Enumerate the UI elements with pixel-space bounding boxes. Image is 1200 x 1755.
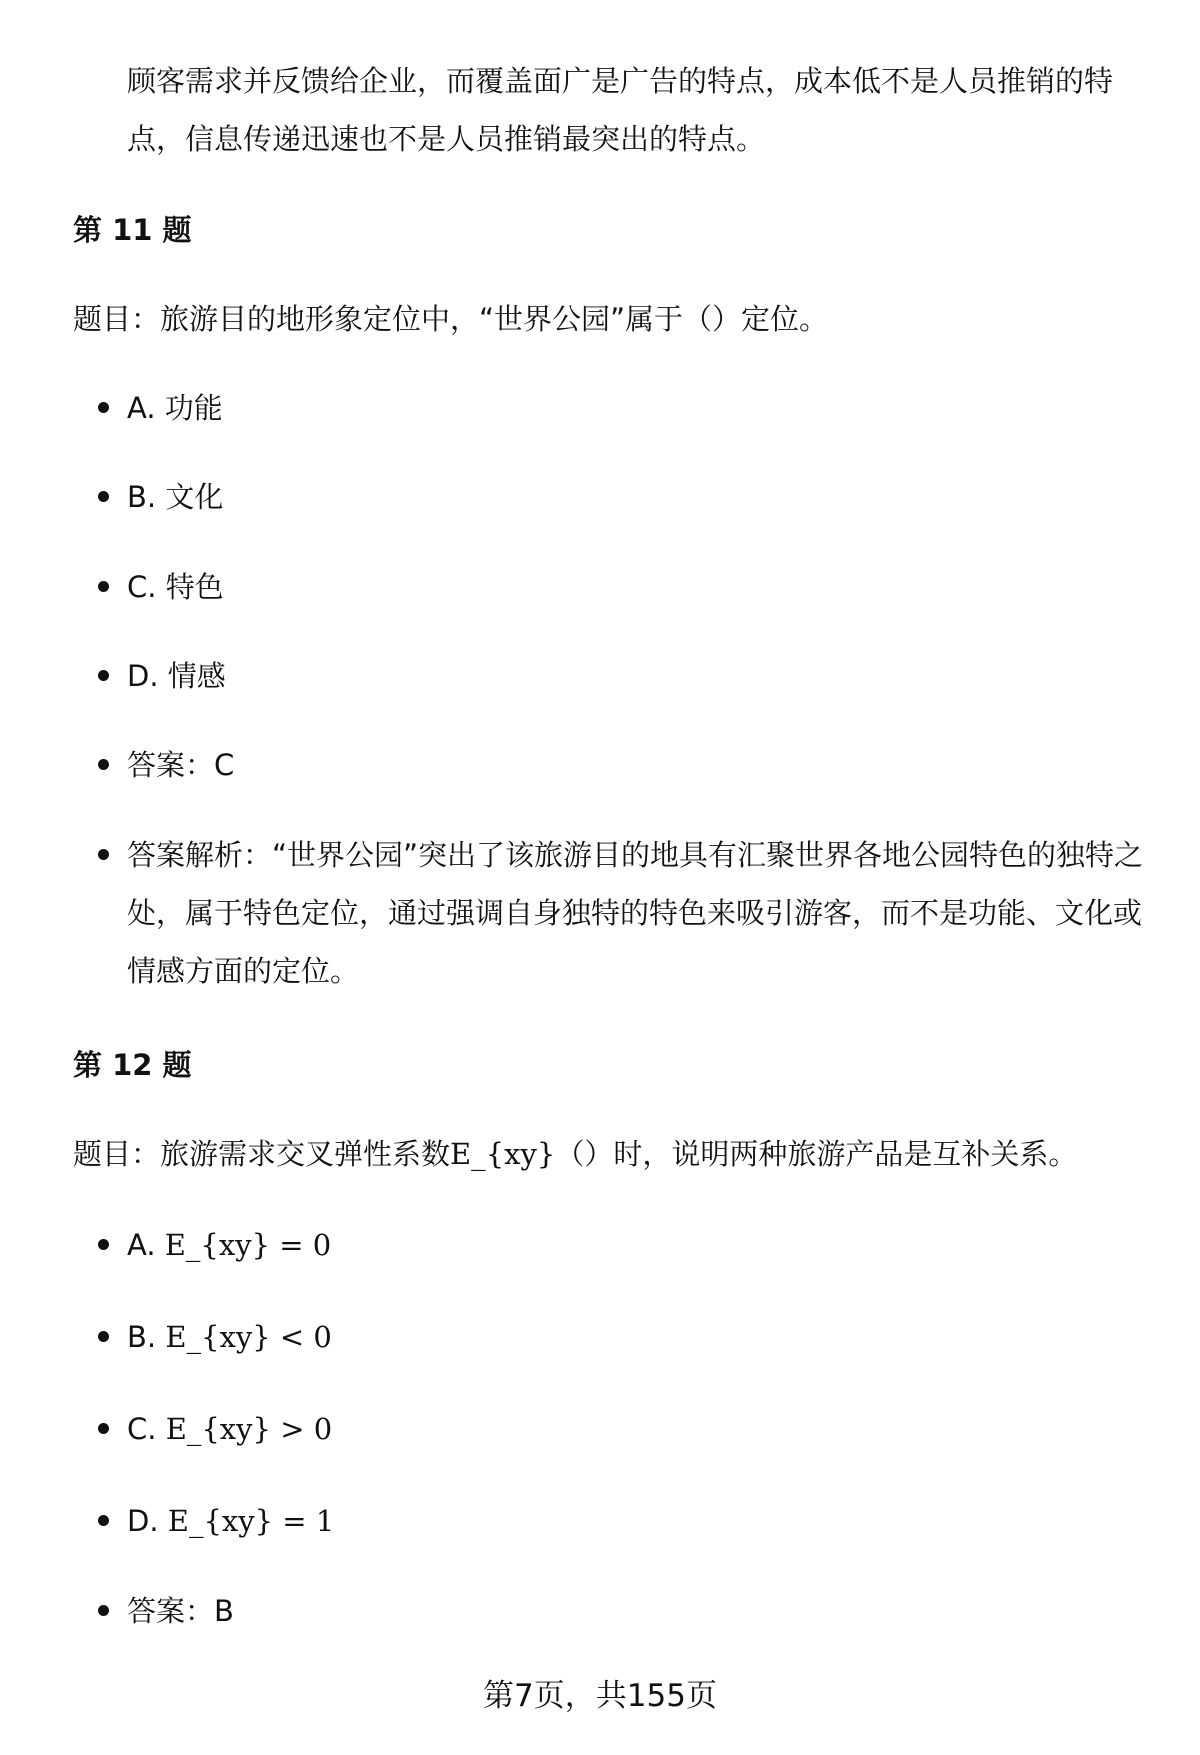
bullet-icon: [98, 1605, 109, 1616]
q12-option-a: [127, 1225, 1147, 1265]
bullet-icon: [98, 759, 109, 770]
option-label: A.: [127, 391, 165, 425]
q12-option-d: [127, 1501, 1147, 1541]
option-text: 功能: [164, 391, 223, 425]
q11-explanation: 答案解析：“世界公园”突出了该旅游目的地具有汇聚世界各地公园特色的独特之处，属于特色定位，通过强调自身独特的特色来吸引游客，而不是功能、文化或情感方面的定位。: [127, 838, 1144, 988]
option-label: D.: [127, 1504, 168, 1538]
q11-answer: 答案：C: [127, 748, 235, 782]
bullet-icon: [98, 849, 109, 860]
math-expression: E_{xy}: [450, 1137, 556, 1171]
q12-option-c: [127, 1409, 1147, 1449]
bullet-icon: [98, 1423, 109, 1434]
question-11-heading: 第 11 题: [73, 213, 192, 247]
q11-option-c: [127, 567, 1147, 607]
option-text: 文化: [165, 480, 224, 514]
bullet-icon: [98, 1515, 109, 1526]
option-label: D.: [127, 659, 168, 693]
q11-option-b: [127, 477, 1147, 517]
math-expression: E_{xy} < 0: [165, 1320, 332, 1354]
option-label: C.: [127, 570, 166, 604]
q12-option-b: [127, 1317, 1147, 1357]
bullet-icon: [98, 1239, 109, 1250]
math-expression: E_{xy} = 0: [164, 1228, 332, 1262]
question-text-prefix: 题目：旅游需求交叉弹性系数: [73, 1137, 451, 1171]
option-label: A.: [127, 1228, 165, 1262]
question-11-text: 题目：旅游目的地形象定位中，“世界公园”属于（）定位。: [73, 302, 829, 336]
option-text: 特色: [165, 570, 224, 604]
question-text-suffix: （）时，说明两种旅游产品是互补关系。: [555, 1137, 1078, 1171]
q11-option-d: [127, 656, 1147, 696]
option-label: C.: [127, 1412, 166, 1446]
bullet-icon: [98, 491, 109, 502]
bullet-icon: [98, 581, 109, 592]
intro-paragraph: 顾客需求并反馈给企业，而覆盖面广是广告的特点，成本低不是人员推销的特点，信息传递迅速也不是人员推销最突出的特点。: [127, 64, 1114, 156]
question-12-text: [73, 1134, 1153, 1174]
page-number-footer: 第7页，共155页: [483, 1678, 717, 1714]
bullet-icon: [98, 670, 109, 681]
option-label: B.: [127, 1320, 166, 1354]
option-text: 情感: [167, 659, 226, 693]
bullet-icon: [98, 402, 109, 413]
math-expression: E_{xy} = 1: [167, 1504, 335, 1538]
bullet-icon: [98, 1331, 109, 1342]
q12-answer: 答案：B: [127, 1594, 234, 1628]
q11-option-a: [127, 388, 1147, 428]
question-12-heading: 第 12 题: [73, 1048, 192, 1082]
option-label: B.: [127, 480, 166, 514]
math-expression: E_{xy} > 0: [165, 1412, 333, 1446]
